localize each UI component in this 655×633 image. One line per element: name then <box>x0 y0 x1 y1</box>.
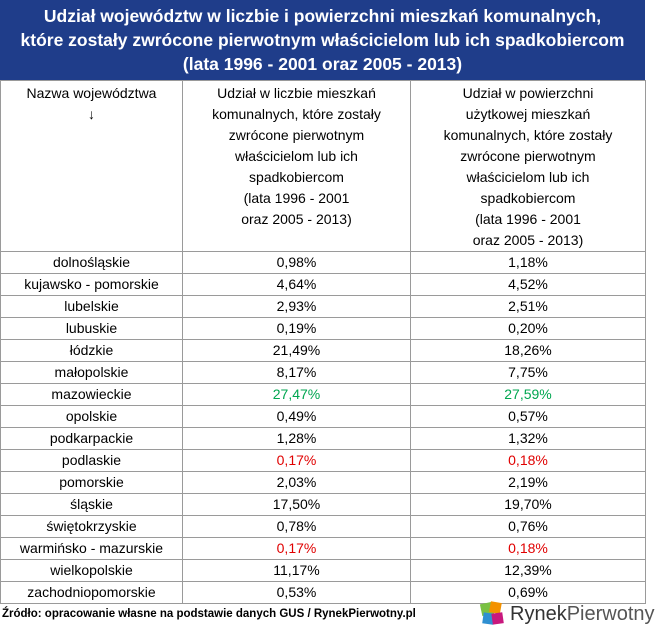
share-area-cell: 0,76% <box>411 516 646 538</box>
share-count-cell: 0,19% <box>183 318 411 340</box>
header-line: (lata 1996 - 2001 <box>475 211 581 227</box>
table-row <box>1 560 646 582</box>
header-line: spadkobiercom <box>249 169 344 185</box>
share-area-cell: 0,57% <box>411 406 646 428</box>
logo-word-rynek: Rynek <box>510 602 567 625</box>
share-count-cell: 4,64% <box>183 274 411 296</box>
header-line: spadkobiercom <box>480 190 576 206</box>
table-row <box>1 450 646 472</box>
table-row <box>1 252 646 274</box>
header-row <box>1 81 646 252</box>
table-row <box>1 428 646 450</box>
table-row <box>1 472 646 494</box>
logo-wordmark <box>510 603 655 626</box>
header-voivodeship <box>1 81 183 252</box>
data-table <box>0 80 646 604</box>
voivodeship-cell: śląskie <box>1 494 183 516</box>
title-line-3: (lata 1996 - 2001 oraz 2005 - 2013) <box>182 54 463 74</box>
voivodeship-cell: łódzkie <box>1 340 183 362</box>
share-area-cell: 1,18% <box>411 252 646 274</box>
share-area-cell: 2,51% <box>411 296 646 318</box>
table-row <box>1 538 646 560</box>
share-area-cell: 0,69% <box>411 582 646 604</box>
share-count-cell: 0,17% <box>183 450 411 472</box>
voivodeship-cell: podlaskie <box>1 450 183 472</box>
share-area-cell: 2,19% <box>411 472 646 494</box>
voivodeship-cell: warmińsko - mazurskie <box>1 538 183 560</box>
share-area-cell: 27,59% <box>411 384 646 406</box>
share-area-cell: 19,70% <box>411 494 646 516</box>
table-row <box>1 516 646 538</box>
share-area-cell: 1,32% <box>411 428 646 450</box>
header-line: (lata 1996 - 2001 <box>243 190 350 206</box>
header-line: właścicielom lub ich <box>466 169 590 185</box>
table-body <box>1 252 646 604</box>
header-line: oraz 2005 - 2013) <box>472 232 584 248</box>
share-count-cell: 1,28% <box>183 428 411 450</box>
header-line: komunalnych, które zostały <box>212 106 381 122</box>
share-count-cell: 0,98% <box>183 252 411 274</box>
table-row <box>1 340 646 362</box>
voivodeship-cell: mazowieckie <box>1 384 183 406</box>
header-line: Udział w powierzchni <box>462 85 594 101</box>
table-row <box>1 406 646 428</box>
source-note: Źródło: opracowanie własne na podstawie danych GUS / RynekPierwotny.pl <box>2 608 416 620</box>
brand-logo <box>478 598 655 630</box>
header-line: Udział w liczbie mieszkań <box>217 85 376 101</box>
voivodeship-cell: pomorskie <box>1 472 183 494</box>
share-area-cell: 7,75% <box>411 362 646 384</box>
header-line: zwrócone pierwotnym <box>228 127 365 143</box>
share-count-cell: 21,49% <box>183 340 411 362</box>
table-row <box>1 296 646 318</box>
share-count-cell: 8,17% <box>183 362 411 384</box>
rynekpierwotny-logo-icon <box>478 600 506 628</box>
share-count-cell: 0,49% <box>183 406 411 428</box>
table-title <box>0 0 645 80</box>
logo-word-pierwotny: Pierwotny <box>566 602 655 625</box>
voivodeship-cell: kujawsko - pomorskie <box>1 274 183 296</box>
table-row <box>1 384 646 406</box>
voivodeship-cell: dolnośląskie <box>1 252 183 274</box>
share-area-cell: 4,52% <box>411 274 646 296</box>
table-row <box>1 362 646 384</box>
share-count-cell: 2,03% <box>183 472 411 494</box>
share-area-cell: 18,26% <box>411 340 646 362</box>
header-line: oraz 2005 - 2013) <box>241 211 352 227</box>
table-row <box>1 274 646 296</box>
header-share-area <box>411 81 646 252</box>
voivodeship-cell: podkarpackie <box>1 428 183 450</box>
voivodeship-cell: opolskie <box>1 406 183 428</box>
header-line: właścicielom lub ich <box>235 148 358 164</box>
header-line: komunalnych, które zostały <box>443 127 613 143</box>
voivodeship-cell: małopolskie <box>1 362 183 384</box>
voivodeship-cell: świętokrzyskie <box>1 516 183 538</box>
table-row <box>1 318 646 340</box>
share-count-cell: 2,93% <box>183 296 411 318</box>
share-area-cell: 12,39% <box>411 560 646 582</box>
header-line: użytkowej mieszkań <box>465 106 591 122</box>
voivodeship-cell: zachodniopomorskie <box>1 582 183 604</box>
share-count-cell: 0,78% <box>183 516 411 538</box>
share-area-cell: 0,18% <box>411 538 646 560</box>
share-area-cell: 0,20% <box>411 318 646 340</box>
header-share-count <box>183 81 411 252</box>
share-count-cell: 27,47% <box>183 384 411 406</box>
voivodeship-cell: lubelskie <box>1 296 183 318</box>
share-count-cell: 0,17% <box>183 538 411 560</box>
share-area-cell: 0,18% <box>411 450 646 472</box>
title-line-2: które zostały zwrócone pierwotnym właścicielom lub ich spadkobiercom <box>20 30 625 50</box>
share-count-cell: 0,53% <box>183 582 411 604</box>
voivodeship-cell: lubuskie <box>1 318 183 340</box>
title-line-1: Udział województw w liczbie i powierzchni mieszkań komunalnych, <box>43 6 602 26</box>
share-count-cell: 17,50% <box>183 494 411 516</box>
voivodeship-cell: wielkopolskie <box>1 560 183 582</box>
table-row <box>1 494 646 516</box>
header-line: zwrócone pierwotnym <box>460 148 596 164</box>
header-line: Nazwa województwa <box>26 85 157 101</box>
share-count-cell: 11,17% <box>183 560 411 582</box>
header-line: ↓ <box>88 106 95 122</box>
